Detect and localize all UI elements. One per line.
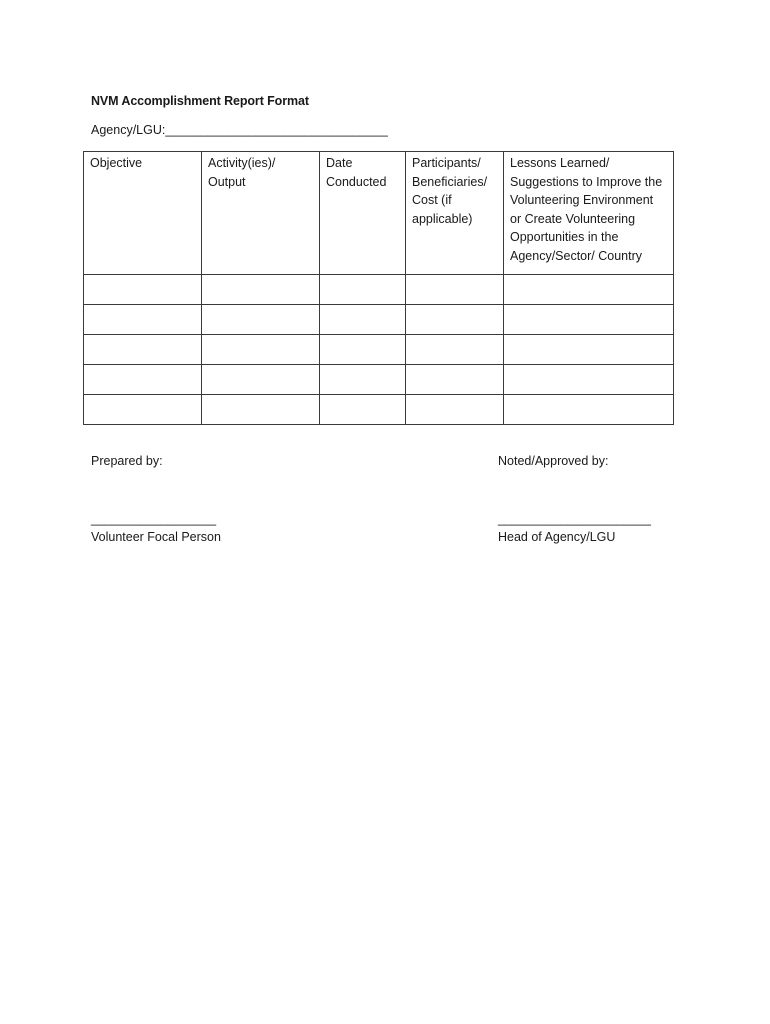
table-row [84,275,674,305]
table-cell[interactable] [84,305,202,335]
table-cell[interactable] [406,305,504,335]
approved-by-label: Noted/Approved by: [498,454,609,468]
table-cell[interactable] [84,275,202,305]
header-objective: Objective [84,152,202,275]
table-cell[interactable] [504,395,674,425]
table-cell[interactable] [504,275,674,305]
table-cell[interactable] [320,275,406,305]
table-cell[interactable] [504,365,674,395]
table-cell[interactable] [320,305,406,335]
prepared-signature-line: __________________ [91,512,217,526]
table-cell[interactable] [202,275,320,305]
header-date-conducted: Date Conducted [320,152,406,275]
table-cell[interactable] [406,395,504,425]
table-cell[interactable] [84,365,202,395]
agency-lgu-field: Agency/LGU:________________________________ [91,123,388,137]
table-cell[interactable] [504,335,674,365]
table-cell[interactable] [406,365,504,395]
table-cell[interactable] [84,335,202,365]
table-cell[interactable] [406,275,504,305]
table-cell[interactable] [202,335,320,365]
table-cell[interactable] [320,365,406,395]
table-row [84,305,674,335]
table-cell[interactable] [202,365,320,395]
table-cell[interactable] [504,305,674,335]
prepared-by-label: Prepared by: [91,454,163,468]
table-cell[interactable] [320,395,406,425]
table-row [84,335,674,365]
prepared-by-name: Volunteer Focal Person [91,530,221,544]
table-header-row [84,152,674,275]
table-cell[interactable] [406,335,504,365]
document-title: NVM Accomplishment Report Format [91,94,309,108]
header-lessons-learned: Lessons Learned/ Suggestions to Improve the Volunteering Environment or Create Volunteering Opportunities in the Agency/Sector/ Country [504,152,674,275]
table-cell[interactable] [202,305,320,335]
accomplishment-table [83,151,674,425]
table-cell[interactable] [320,335,406,365]
header-participants-cost: Participants/ Beneficiaries/ Cost (if applicable) [406,152,504,275]
header-activities-output: Activity(ies)/ Output [202,152,320,275]
approved-by-name: Head of Agency/LGU [498,530,616,544]
table-row [84,395,674,425]
table-row [84,365,674,395]
approved-signature-line: ______________________ [498,512,651,526]
table-cell[interactable] [84,395,202,425]
table-cell[interactable] [202,395,320,425]
